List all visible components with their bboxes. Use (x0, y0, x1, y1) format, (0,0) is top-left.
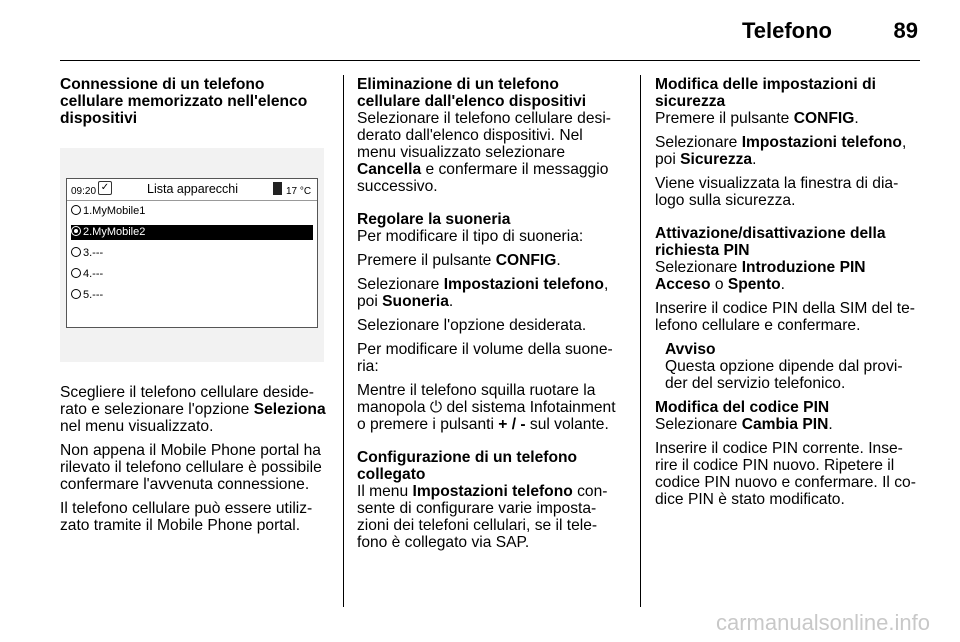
text: sul volante. (525, 416, 609, 433)
infotainment-screen (66, 178, 318, 328)
text: Selezionare (655, 134, 742, 151)
section-heading: Connessione di un telefono cellulare memorizzato nell'elenco dispositivi (60, 76, 308, 127)
paragraph (60, 384, 328, 435)
device-list-item (71, 204, 313, 219)
paragraph (357, 483, 625, 551)
radio-icon (71, 268, 81, 278)
power-knob-icon: ⏻ (429, 399, 443, 416)
watermark: carmanualsonline.info (715, 610, 930, 635)
device-name: 5.--- (83, 289, 104, 301)
paragraph (655, 110, 923, 127)
section-heading: Configurazione di un telefono collegato (357, 449, 578, 483)
text: . (780, 276, 786, 293)
column-2 (357, 76, 625, 551)
text: Selezionare il telefono cellulare desi-derato dall'elenco dispositivi. Nel menu visualizzato selezionare (357, 110, 611, 161)
paragraph: Il telefono cellulare può essere utiliz-zato tramite il Mobile Phone portal. (60, 500, 313, 534)
text: . (556, 252, 561, 269)
device-name: 1.MyMobile1 (83, 205, 146, 217)
menu-option: Impostazioni telefono (741, 134, 902, 151)
device-list-item (71, 246, 313, 261)
device-name: 3.--- (83, 247, 104, 259)
note-box (655, 341, 923, 392)
menu-option: Cancella (357, 161, 422, 178)
device-list-item (71, 288, 313, 303)
device-list-item (71, 267, 313, 282)
column-divider-2 (640, 75, 641, 607)
menu-option: Suoneria (382, 293, 449, 310)
page-number: 89 (893, 18, 918, 43)
paragraph: Per modificare il volume della suone-ria: (357, 341, 613, 375)
button-name: CONFIG (495, 252, 557, 269)
note-text: Questa opzione dipende dal provi-der del servizio telefonico. (665, 358, 903, 392)
text: Mentre il telefono squilla ruotare la manopola (357, 382, 596, 416)
text: Premere il pulsante (655, 110, 794, 127)
paragraph (655, 259, 923, 293)
button-name: + / - (498, 416, 526, 433)
text: . (854, 110, 859, 127)
section-heading: Eliminazione di un telefono cellulare dall'elenco dispositivi (357, 76, 587, 110)
radio-icon (71, 289, 81, 299)
text: . (448, 293, 454, 310)
text: . (752, 151, 757, 168)
device-name: 4.--- (83, 268, 104, 280)
screen-divider (67, 200, 317, 201)
paragraph (357, 110, 625, 195)
paragraph (655, 416, 923, 433)
paragraph (357, 252, 625, 269)
text: Selezionare (357, 276, 444, 293)
menu-option: Spento (727, 276, 781, 293)
text: Selezionare (655, 259, 742, 276)
menu-option: Impostazioni telefono (412, 483, 573, 500)
screen-status-bar (67, 179, 317, 199)
paragraph: Per modificare il tipo di suoneria: (357, 228, 584, 245)
text: e confermare il messaggio successivo. (357, 161, 609, 195)
paragraph: Non appena il Mobile Phone portal ha rilevato il telefono cellulare è possibile confermare l'avvenuta connessione. (60, 442, 322, 493)
menu-option: Introduzione PIN Acceso (655, 259, 866, 293)
paragraph (357, 382, 625, 433)
text: Il menu (357, 483, 413, 500)
device-list-screenshot (60, 148, 324, 362)
paragraph (357, 276, 625, 310)
text: , poi (655, 134, 907, 168)
column-divider-1 (343, 75, 344, 607)
paragraph: Viene visualizzata la finestra di dia-logo sulla sicurezza. (655, 175, 899, 209)
menu-option: Sicurezza (680, 151, 753, 168)
text: Selezionare (655, 416, 742, 433)
button-name: CONFIG (793, 110, 855, 127)
radio-selected-icon (71, 226, 81, 236)
header-rule (60, 60, 920, 61)
device-name: 2.MyMobile2 (83, 226, 146, 238)
text: nel menu visualizzato. (60, 418, 214, 435)
thermometer-icon (273, 182, 282, 195)
column-1 (60, 76, 328, 534)
text: , poi (357, 276, 609, 310)
section-heading: Attivazione/disattivazione della richiesta PIN (655, 225, 886, 259)
paragraph: Inserire il codice PIN corrente. Inse-rire il codice PIN nuovo. Ripetere il codice PIN nuovo e confermare. Il co-dice PIN è stato modificato. (655, 440, 916, 508)
text: . (828, 416, 833, 433)
text: del sistema Infotainment o premere i pulsanti (357, 399, 616, 433)
screen-time: 09:20 (71, 186, 97, 197)
section-heading: Modifica del codice PIN (655, 399, 830, 416)
menu-option: Cambia PIN (741, 416, 829, 433)
menu-option: Seleziona (253, 401, 326, 418)
column-3 (655, 76, 923, 508)
text: o (710, 276, 728, 293)
page-header-title: Telefono (741, 18, 832, 43)
radio-icon (71, 205, 81, 215)
radio-icon (71, 247, 81, 257)
section-heading: Modifica delle impostazioni di sicurezza (655, 76, 876, 110)
note-title: Avviso (665, 341, 716, 358)
paragraph (655, 134, 923, 168)
screen-temperature: 17 °C (286, 186, 312, 197)
text: Scegliere il telefono cellulare deside-rato e selezionare l'opzione (60, 384, 314, 418)
checkmark-icon: ✓ (98, 181, 112, 195)
text: con-sente di configurare varie imposta-zioni dei telefoni cellulari, se il tele-fono è collegato via SAP. (357, 483, 608, 551)
paragraph: Inserire il codice PIN della SIM del te-lefono cellulare e confermare. (655, 300, 915, 334)
menu-option: Impostazioni telefono (443, 276, 604, 293)
paragraph: Selezionare l'opzione desiderata. (357, 317, 587, 334)
device-list-item-selected (71, 225, 313, 240)
section-heading: Regolare la suoneria (357, 211, 511, 228)
screen-title: Lista apparecchi (147, 182, 239, 196)
text: Premere il pulsante (357, 252, 496, 269)
